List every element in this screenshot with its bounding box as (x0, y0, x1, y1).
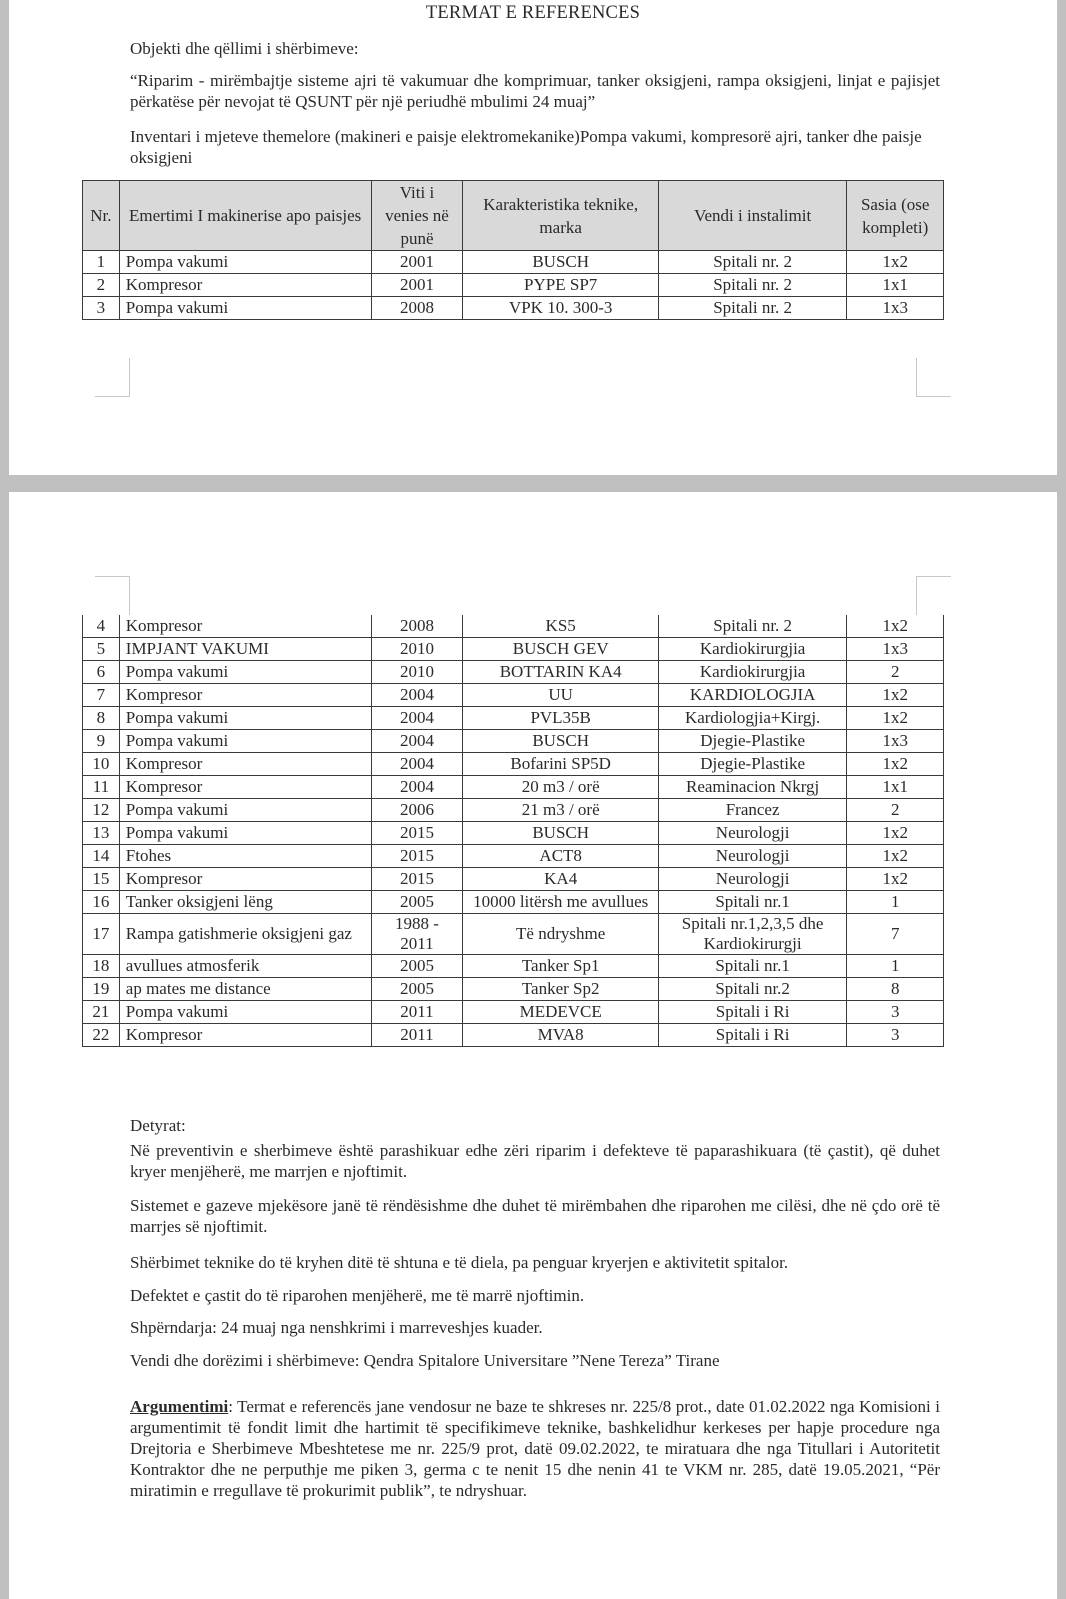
header-technical: Karakteristika teknike, marka (463, 181, 658, 251)
cell-location: Neurologji (658, 822, 847, 845)
cell-technical: 20 m3 / orë (463, 776, 658, 799)
cell-technical: BUSCH (463, 822, 658, 845)
cell-technical: 10000 litërsh me avullues (463, 891, 658, 914)
cell-quantity: 2 (847, 799, 944, 822)
cell-nr: 17 (83, 914, 120, 955)
header-year: Viti i venies në punë (371, 181, 463, 251)
header-quantity: Sasia (ose kompleti) (847, 181, 944, 251)
cell-quantity: 1x2 (847, 753, 944, 776)
cell-location: Spitali i Ri (658, 1001, 847, 1024)
table-row (83, 845, 944, 868)
cell-nr: 21 (83, 1001, 120, 1024)
cell-year: 2005 (371, 978, 463, 1001)
cell-technical: PYPE SP7 (463, 274, 658, 297)
table-row (83, 799, 944, 822)
page-corner-mark (916, 358, 951, 397)
cell-name: Kompresor (119, 1024, 371, 1047)
cell-year: 2004 (371, 753, 463, 776)
cell-technical: MVA8 (463, 1024, 658, 1047)
cell-location: Kardiokirurgjia (658, 638, 847, 661)
table-header-row (83, 181, 944, 251)
cell-location: Spitali nr.2 (658, 978, 847, 1001)
table-row (83, 822, 944, 845)
cell-name: avullues atmosferik (119, 955, 371, 978)
document-page-1 (9, 0, 1057, 475)
cell-nr: 16 (83, 891, 120, 914)
cell-nr: 12 (83, 799, 120, 822)
cell-quantity: 7 (847, 914, 944, 955)
cell-location: Djegie-Plastike (658, 753, 847, 776)
cell-location: Spitali nr. 2 (658, 297, 847, 320)
table-row (83, 297, 944, 320)
cell-location: KARDIOLOGJIA (658, 684, 847, 707)
cell-quantity: 1 (847, 891, 944, 914)
cell-technical: KS5 (463, 615, 658, 638)
table-row (83, 251, 944, 274)
table-row (83, 615, 944, 638)
cell-name: Pompa vakumi (119, 730, 371, 753)
cell-nr: 19 (83, 978, 120, 1001)
cell-name: Pompa vakumi (119, 251, 371, 274)
cell-year: 2010 (371, 661, 463, 684)
cell-quantity: 8 (847, 978, 944, 1001)
cell-location: Spitali nr. 2 (658, 251, 847, 274)
cell-quantity: 1x1 (847, 274, 944, 297)
cell-nr: 13 (83, 822, 120, 845)
cell-quantity: 3 (847, 1024, 944, 1047)
cell-nr: 2 (83, 274, 120, 297)
inventory-description: Inventari i mjeteve themelore (makineri e paisje elektromekanike)Pompa vakumi, kompresorë ajri, tanker dhe paisje oksigjeni (130, 127, 922, 167)
cell-nr: 18 (83, 955, 120, 978)
cell-name: Pompa vakumi (119, 661, 371, 684)
cell-quantity: 1x3 (847, 638, 944, 661)
object-label: Objekti dhe qëllimi i shërbimeve: (130, 39, 359, 58)
cell-nr: 1 (83, 251, 120, 274)
cell-technical: Tanker Sp1 (463, 955, 658, 978)
cell-location: Djegie-Plastike (658, 730, 847, 753)
cell-year: 2015 (371, 822, 463, 845)
cell-year: 2004 (371, 707, 463, 730)
cell-quantity: 1 (847, 955, 944, 978)
cell-quantity: 1x2 (847, 868, 944, 891)
cell-quantity: 3 (847, 1001, 944, 1024)
cell-name: Kompresor (119, 776, 371, 799)
cell-technical: Bofarini SP5D (463, 753, 658, 776)
table-row (83, 274, 944, 297)
cell-year: 2004 (371, 730, 463, 753)
cell-location: Kardiokirurgjia (658, 661, 847, 684)
cell-year: 2010 (371, 638, 463, 661)
argument-text: : Termat e referencës jane vendosur ne baze te shkreses nr. 225/8 prot., date 01.02.2022 nga Komisioni i argumentimit të fondit limit dhe hartimit të specifikimeve teknike, bashkelidhur kerkeses per hapje procedure nga Drejtoria e Sherbimeve Mbeshtetese me nr. 225/9 prot, datë 09.02.2022, te miratuara dhe nga Titullari i Autoritetit Kontraktor dhe ne perputhje me piken 3, germa c te nenit 15 dhe nenin 41 te VKM nr. 285, datë 19.05.2021, “Për miratimin e rregullave të prokurimit publik”, te ndryshuar. (130, 1397, 940, 1500)
cell-location: Spitali i Ri (658, 1024, 847, 1047)
cell-name: Rampa gatishmerie oksigjeni gaz (119, 914, 371, 955)
table-row (83, 730, 944, 753)
header-name: Emertimi I makinerise apo paisjes (119, 181, 371, 251)
task-paragraph: Shërbimet teknike do të kryhen ditë të shtuna e të diela, pa penguar kryerjen e aktivitetit spitalor. (130, 1253, 789, 1272)
header-nr: Nr. (83, 181, 120, 251)
cell-name: Pompa vakumi (119, 707, 371, 730)
cell-year: 2015 (371, 845, 463, 868)
table-row (83, 978, 944, 1001)
cell-location: Francez (658, 799, 847, 822)
cell-name: Ftohes (119, 845, 371, 868)
cell-name: Tanker oksigjeni lëng (119, 891, 371, 914)
cell-name: Pompa vakumi (119, 297, 371, 320)
cell-nr: 5 (83, 638, 120, 661)
cell-year: 2011 (371, 1001, 463, 1024)
cell-nr: 9 (83, 730, 120, 753)
cell-year: 1988 - 2011 (371, 914, 463, 955)
task-paragraph: Vendi dhe dorëzimi i shërbimeve: Qendra Spitalore Universitare ”Nene Tereza” Tirane (130, 1351, 720, 1370)
cell-quantity: 1x2 (847, 615, 944, 638)
table-row (83, 914, 944, 955)
cell-name: ap mates me distance (119, 978, 371, 1001)
cell-quantity: 1x2 (847, 845, 944, 868)
table-row (83, 684, 944, 707)
cell-location: Reaminacion Nkrgj (658, 776, 847, 799)
cell-nr: 22 (83, 1024, 120, 1047)
cell-location: Spitali nr.1 (658, 891, 847, 914)
table-row (83, 868, 944, 891)
cell-nr: 11 (83, 776, 120, 799)
cell-quantity: 1x3 (847, 730, 944, 753)
cell-location: Spitali nr. 2 (658, 274, 847, 297)
cell-name: Pompa vakumi (119, 1001, 371, 1024)
cell-year: 2008 (371, 297, 463, 320)
table-row (83, 776, 944, 799)
table-row (83, 891, 944, 914)
task-paragraph: Shpërndarja: 24 muaj nga nenshkrimi i marreveshjes kuader. (130, 1318, 543, 1337)
cell-name: Pompa vakumi (119, 799, 371, 822)
cell-year: 2001 (371, 251, 463, 274)
cell-year: 2004 (371, 684, 463, 707)
table-row (83, 1024, 944, 1047)
page-corner-mark (95, 358, 130, 397)
task-paragraph: Në preventivin e sherbimeve është parashikuar edhe zëri riparim i defekteve të paparashikuara (të çastit), që duhet kryer menjëherë, me marrjen e njoftimit. (130, 1141, 940, 1181)
table-row (83, 955, 944, 978)
table-row (83, 638, 944, 661)
cell-quantity: 2 (847, 661, 944, 684)
cell-year: 2008 (371, 615, 463, 638)
cell-name: Kompresor (119, 684, 371, 707)
cell-year: 2001 (371, 274, 463, 297)
cell-quantity: 1x2 (847, 684, 944, 707)
cell-year: 2006 (371, 799, 463, 822)
object-description: “Riparim - mirëmbajtje sisteme ajri të vakumuar dhe komprimuar, tanker oksigjeni, rampa oksigjeni, linjat e pajisjet përkatëse për nevojat të QSUNT për një periudhë mbulimi 24 muaj” (130, 71, 940, 111)
cell-location: Neurologji (658, 868, 847, 891)
cell-nr: 6 (83, 661, 120, 684)
cell-year: 2011 (371, 1024, 463, 1047)
cell-technical: BUSCH GEV (463, 638, 658, 661)
tasks-heading: Detyrat: (130, 1116, 186, 1135)
inventory-table-page-1 (82, 180, 944, 320)
cell-location: Spitali nr.1 (658, 955, 847, 978)
document-title: TERMAT E REFERENCES (425, 3, 641, 23)
cell-technical: Tanker Sp2 (463, 978, 658, 1001)
cell-technical: BUSCH (463, 730, 658, 753)
page-corner-mark (916, 576, 951, 615)
cell-location: Spitali nr.1,2,3,5 dhe Kardiokirurgji (658, 914, 847, 955)
cell-technical: 21 m3 / orë (463, 799, 658, 822)
cell-year: 2004 (371, 776, 463, 799)
cell-name: Kompresor (119, 274, 371, 297)
cell-nr: 4 (83, 615, 120, 638)
inventory-table-page-2 (82, 615, 944, 1047)
cell-nr: 10 (83, 753, 120, 776)
cell-year: 2015 (371, 868, 463, 891)
cell-year: 2005 (371, 955, 463, 978)
table-row (83, 1001, 944, 1024)
task-paragraph: Sistemet e gazeve mjekësore janë të rëndësishme dhe duhet të mirëmbahen dhe riparohen me cilësi, dhe në çdo orë të marrjes së njoftimit. (130, 1196, 940, 1236)
cell-quantity: 1x1 (847, 776, 944, 799)
cell-quantity: 1x2 (847, 822, 944, 845)
cell-nr: 15 (83, 868, 120, 891)
cell-quantity: 1x2 (847, 251, 944, 274)
cell-name: Kompresor (119, 868, 371, 891)
cell-technical: VPK 10. 300-3 (463, 297, 658, 320)
cell-location: Neurologji (658, 845, 847, 868)
argument-paragraph (130, 1396, 940, 1501)
cell-name: Kompresor (119, 615, 371, 638)
cell-year: 2005 (371, 891, 463, 914)
page-corner-mark (95, 576, 130, 615)
cell-location: Kardiologjia+Kirgj. (658, 707, 847, 730)
cell-quantity: 1x3 (847, 297, 944, 320)
cell-name: Pompa vakumi (119, 822, 371, 845)
document-page-2 (9, 492, 1057, 1599)
cell-nr: 8 (83, 707, 120, 730)
table-row (83, 753, 944, 776)
cell-quantity: 1x2 (847, 707, 944, 730)
cell-name: Kompresor (119, 753, 371, 776)
cell-location: Spitali nr. 2 (658, 615, 847, 638)
cell-nr: 14 (83, 845, 120, 868)
cell-technical: KA4 (463, 868, 658, 891)
cell-nr: 3 (83, 297, 120, 320)
header-location: Vendi i instalimit (658, 181, 847, 251)
cell-technical: BUSCH (463, 251, 658, 274)
cell-technical: ACT8 (463, 845, 658, 868)
table-row (83, 707, 944, 730)
task-paragraph: Defektet e çastit do të riparohen menjëherë, me të marrë njoftimin. (130, 1286, 585, 1305)
cell-name: IMPJANT VAKUMI (119, 638, 371, 661)
cell-technical: PVL35B (463, 707, 658, 730)
cell-technical: MEDEVCE (463, 1001, 658, 1024)
argument-label: Argumentimi (130, 1397, 229, 1416)
cell-technical: Të ndryshme (463, 914, 658, 955)
cell-technical: UU (463, 684, 658, 707)
cell-nr: 7 (83, 684, 120, 707)
table-row (83, 661, 944, 684)
cell-technical: BOTTARIN KA4 (463, 661, 658, 684)
